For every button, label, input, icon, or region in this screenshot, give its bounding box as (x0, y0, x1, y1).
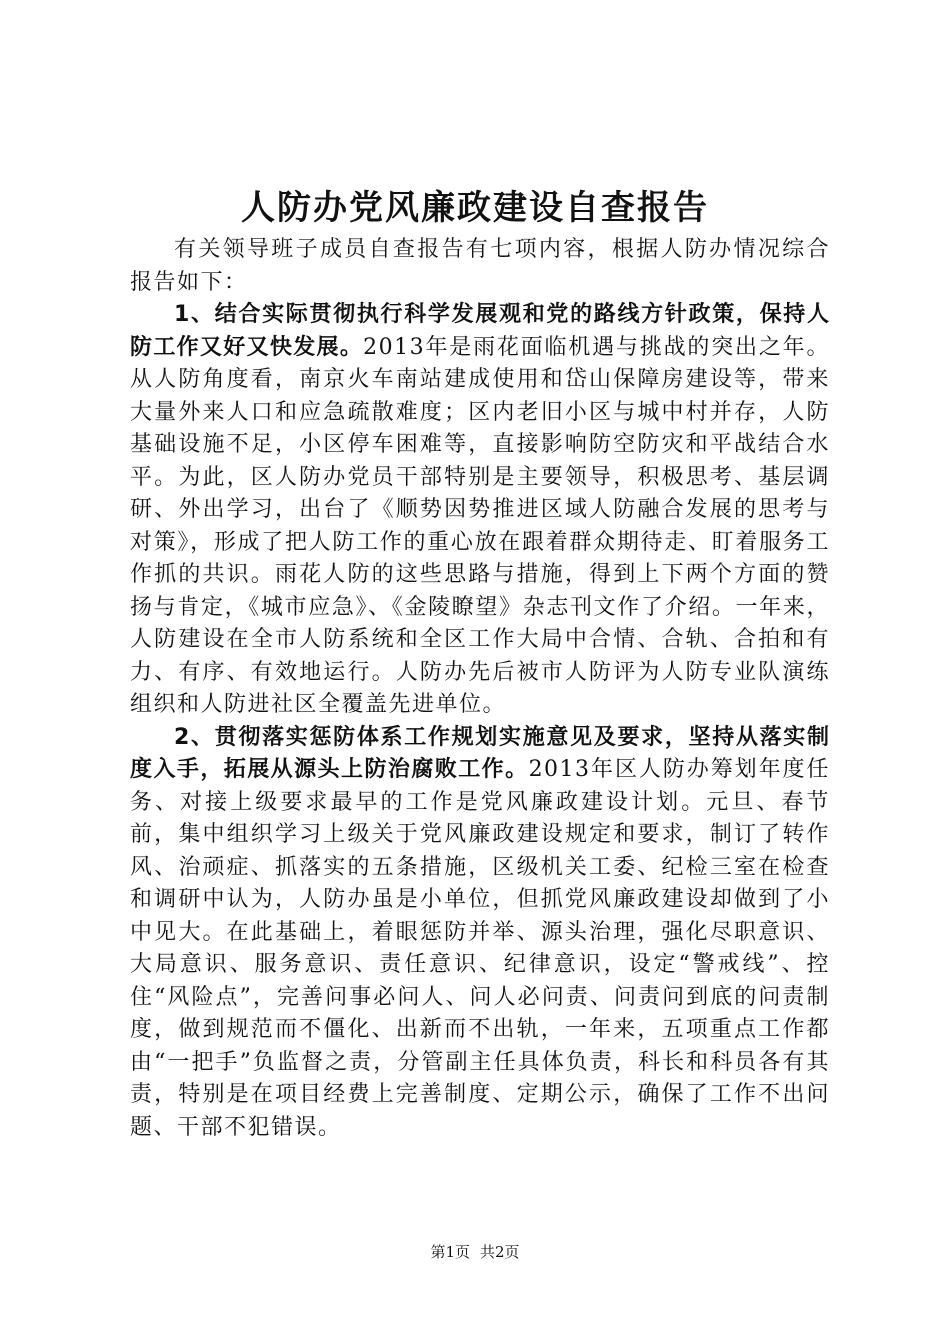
page-total: 共2页 (480, 1243, 520, 1261)
paragraph-text: 2013年是雨花面临机遇与挑战的突出之年。从人防角度看，南京火车南站建成使用和岱山保障房建设等，带来大量外来人口和应急疏散难度；区内老旧小区与城中村并存，人防基础设施不足，小区停车困难等，直接影响防空防灾和平战结合水平。为此，区人防办党员干部特别是主要领导，积极思考、基层调研、外出学习，出台了《顺势因势推进区域人防融合发展的思考与对策》，形成了把人防工作的重心放在跟着群众期待走、盯着服务工作抓的共识。雨花人防的这些思路与措施，得到上下两个方面的赞扬与肯定，《城市应急》、《金陵瞭望》杂志刊文作了介绍。一年来，人防建设在全市人防系统和全区工作大局中合情、合轨、合拍和有力、有序、有效地运行。人防办先后被市人防评为人防专业队演练组织和人防进社区全覆盖先进单位。 (130, 334, 830, 717)
document-body (130, 234, 830, 1144)
paragraph-lead: 1、结合实际贯彻执行科学发展观和党的路线方针政策，保持人防工作又好又快发展。 (130, 302, 830, 360)
paragraph-text: 有关领导班子成员自查报告有七项内容，根据人防办情况综合报告如下： (130, 237, 830, 295)
document-title: 人防办党风廉政建设自查报告 (241, 188, 709, 228)
page-number: 第1页 (430, 1243, 470, 1261)
paragraph-intro (130, 234, 830, 299)
paragraph-item-1 (130, 299, 830, 722)
paragraph-item-2 (130, 722, 830, 1145)
page-footer (0, 1240, 950, 1264)
paragraph-text: 2013年区人防办筹划年度任务、对接上级要求最早的工作是党风廉政建设计划。元旦、春节前，集中组织学习上级关于党风廉政建设规定和要求，制订了转作风、治顽症、抓落实的五条措施，区级机关工委、纪检三室在检查和调研中认为，人防办虽是小单位，但抓党风廉政建设却做到了小中见大。在此基础上，着眼惩防并举、源头治理，强化尽职意识、大局意识、服务意识、责任意识、纪律意识，设定“警戒线”、控住“风险点”，完善问事必问人、问人必问责、问责问到底的问责制度，做到规范而不僵化、出新而不出轨，一年来，五项重点工作都由“一把手”负监督之责，分管副主任具体负责，科长和科员各有其责，特别是在项目经费上完善制度、定期公示，确保了工作不出问题、干部不犯错误。 (130, 757, 830, 1140)
paragraph-lead: 2、贯彻落实惩防体系工作规划实施意见及要求，坚持从落实制度入手，拓展从源头上防治腐败工作。 (130, 724, 830, 782)
